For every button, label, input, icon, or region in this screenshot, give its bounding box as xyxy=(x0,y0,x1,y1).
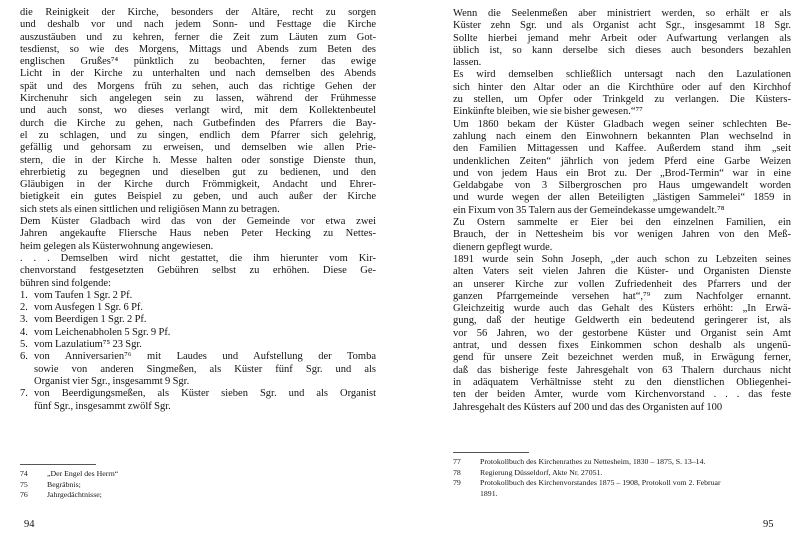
text-line: Küster zehn Sgr. und als Organist acht Sgr., insgesammt 18 Sgr. xyxy=(453,20,791,32)
list-item-number: 5. xyxy=(20,339,28,351)
list-item xyxy=(20,314,376,326)
list-item xyxy=(20,376,376,388)
text-line: und deshalb vor und nach jedem Sonn- und Festtage die Kirche xyxy=(20,19,376,31)
text-line: 1891 wurde sein Sohn Joseph, „der auch schon zu Lebzeiten seines xyxy=(453,253,791,265)
text-line: Zu Ostern sammelte er Eier bei den einzelnen Familien, ein xyxy=(453,217,791,229)
text-line: spät und des Morgens früh zu sehen, auch das richtige Gehen der xyxy=(20,80,376,92)
text-line: auszustäuben und zu kehren, ferner die Zeit zum Läuten zum Got- xyxy=(20,31,376,43)
text-line: Einkünfte bleiben, wie sie bisher gewesen.“⁷⁷ xyxy=(453,106,643,118)
text-line: lassen. xyxy=(453,57,482,69)
text-line: an unserer Kirche zur vollen Zufriedenheit des Pfarrers und der xyxy=(453,278,791,290)
text-line: den Familien Mittagessen und Kaffee. Außerdem stand ihm „seit xyxy=(453,143,791,155)
list-item-number xyxy=(20,401,34,413)
list-item-text: sowie von anderen Singmeßen, als Küster fünf Sgr. und als xyxy=(34,363,376,375)
fee-list xyxy=(20,290,376,413)
list-item xyxy=(20,351,376,363)
list-item-text: von Beerdigungsmeßen, als Küster sieben Sgr. und als Organist xyxy=(34,388,376,400)
list-item-text: vom Leichenabholen 5 Sgr. 9 Pf. xyxy=(34,326,171,338)
list-item-text: von Anniversarien⁷⁶ mit Laudes und Aufstellung der Tomba xyxy=(34,351,376,363)
page-number-right: 95 xyxy=(763,519,774,530)
list-item-number: 4. xyxy=(20,326,28,338)
text-line: daß das bisherige feste Jahresgehalt von 63 Thalern durchaus nicht xyxy=(453,364,791,376)
text-line: Es wird demselben schließlich untersagt nach den Lazulationen xyxy=(453,69,791,81)
text-line: gung, daß der heutige Geldwerth ein bedeutend geringerer ist, als xyxy=(453,315,791,327)
text-line: Wenn die Seelenmeßen aber ministriert werden, so erhält er als xyxy=(453,8,791,19)
list-item xyxy=(20,388,376,400)
text-line: sich hinter den Altar oder an die Kirchthüre oder auf den Kirchhof xyxy=(453,81,791,93)
list-item xyxy=(20,302,376,314)
footnote-text: Protokollbuch des Kirchenvorstandes 1875 – 1908, Protokoll vom 2. Februar xyxy=(480,478,721,488)
list-item xyxy=(20,290,376,302)
footnote-number: 74 xyxy=(20,469,28,478)
text-line: dienern gepflegt wurde. xyxy=(453,241,553,253)
list-item-text: vom Beerdigen 1 Sgr. 2 Pf. xyxy=(34,314,147,326)
page-number-left: 94 xyxy=(24,519,35,530)
text-line: und wurde wegen der allen Beteiligten „lästigen Sammelei“ 1859 in xyxy=(453,192,791,204)
footnote-separator xyxy=(453,452,529,453)
footnote-number: 76 xyxy=(20,490,28,500)
text-line: bühren sind folgende: xyxy=(20,277,111,289)
footnote-number: 78 xyxy=(453,467,461,477)
footnote-text: Begräbnis; xyxy=(47,479,81,489)
footnote-text: Protokollbuch des Kirchenrathes zu Nettesheim, 1830 – 1875, S. 13–14. xyxy=(480,457,706,466)
list-item xyxy=(20,327,376,339)
list-item-text: vom Taufen 1 Sgr. 2 Pf. xyxy=(34,289,133,301)
footnote-text: „Der Engel des Herrn“ xyxy=(47,469,119,478)
left-page-footnotes xyxy=(20,464,376,501)
text-line: ehrerbietig zu begegnen und dieselben gut zu bedienen, und den xyxy=(20,166,376,178)
text-line: durch die Kirche zu gehen, nach Gutbefinden des Pfarrers die Bay- xyxy=(20,117,376,129)
right-page xyxy=(400,0,799,541)
list-item-text: vom Lazulatium⁷⁵ 23 Sgr. xyxy=(34,339,142,351)
text-line: sich stets als einen sittlichen und religiösen Mann zu betragen. xyxy=(20,203,280,215)
footnote xyxy=(20,480,376,491)
text-line: in adäquatem Verhältnisse steht zu den dienstlichen Obliegenhei- xyxy=(453,376,791,388)
list-item-text: vom Ausfegen 1 Sgr. 6 Pf. xyxy=(34,302,144,314)
text-line: Um 1860 bekam der Küster Gladbach wegen seiner schlechten Be- xyxy=(453,118,791,130)
text-line: Brauch, der in Nettesheim bis vor wenigen Jahren von den Meß- xyxy=(453,229,791,241)
list-item-number: 1. xyxy=(20,289,28,301)
text-line: chenvorstand festgesetzten Gebühren selbst zu erhöhen. Diese Ge- xyxy=(20,265,376,277)
text-line: . . . Demselben wird nicht gestattet, die ihm hierunter vom Kir- xyxy=(20,252,376,264)
text-line: stern, die in der Kirche h. Messe halten oder sonstige Dienste thun, xyxy=(20,154,376,166)
text-line: heim gelegen als Küsterwohnung angewiesen. xyxy=(20,240,214,252)
text-line: ten der beiden Ämter, wurde vom Kirchenvorstand . . . das feste xyxy=(453,389,791,401)
list-item-number: 3. xyxy=(20,314,28,326)
list-item-number: 2. xyxy=(20,302,28,314)
text-line: zu stellen, um Opfer oder Trinkgeld zu verlangen. Die Küsters- xyxy=(453,94,791,106)
list-item-number xyxy=(20,364,34,376)
footnote xyxy=(453,478,791,489)
text-line: Gläubigen in der Kirche durch Frömmigkeit, Andacht und Ehrer- xyxy=(20,179,376,191)
text-line: und von jedem Haus ein Brot zu. Der „Brod-Termin“ war in eine xyxy=(453,167,791,179)
text-line: el zu schlagen, und zu singen, endlich dem Pfarrer sich gelehrig, xyxy=(20,129,376,141)
footnote-text: Jahrgedächtnisse; xyxy=(47,490,102,500)
text-line: alten Vaters seit vielen Jahren die Küster- und Organisten Dienste xyxy=(453,266,791,278)
text-line: und auch sonst, wo dieses verlangt wird, mit dem Kollektenbeutel xyxy=(20,105,376,117)
text-line: gefällig und gehorsam zu erweisen, und demselben wie allen Prie- xyxy=(20,142,376,154)
footnote xyxy=(453,489,791,500)
text-line: englischen Grußes⁷⁴ pünktlich zu beobachten, ferner das ewige xyxy=(20,56,376,68)
list-item xyxy=(20,339,376,351)
text-line: ein Fixum von 35 Talern aus der Gemeindekasse umgewandelt.⁷⁸ xyxy=(453,204,725,216)
text-line: die Reinigkeit der Kirche, besonders der Altäre, recht zu sorgen xyxy=(20,7,376,18)
text-line: Geldabgabe von 3 Silbergroschen pro Haus umgewandelt worden xyxy=(453,180,791,192)
list-item xyxy=(20,401,376,413)
text-line: üblich ist, so kann derselbe sich dieses auch besonders bezahlen xyxy=(453,44,791,56)
text-line: gend für unsere Zeit bezeichnet werden muß, in Erwägung ferner, xyxy=(453,352,791,364)
text-line: Kirchenuhr sich angelegen sein zu lassen, während der Frühmesse xyxy=(20,93,376,105)
text-line: Jahren angekaufte Fliersche Haus neben Peter Hecking zu Nettes- xyxy=(20,228,376,240)
footnote-number: 79 xyxy=(453,478,461,488)
footnote-text: 1891. xyxy=(480,488,498,498)
left-page-body-text xyxy=(20,7,376,413)
footnote-text: Regierung Düsseldorf, Akte Nr. 27051. xyxy=(480,467,603,477)
text-line: Gleichzeitig wurde auch das Gehalt des Küsters erhöht: „In Erwä- xyxy=(453,303,791,315)
list-item-number: 6. xyxy=(20,351,28,363)
footnote xyxy=(453,457,791,468)
right-page-body-text xyxy=(453,8,791,414)
text-line: Sollte hierbei jemand mehr Arbeit oder Aufwartung verlangen als xyxy=(453,32,791,44)
text-line: ganzen Pfarrgemeinde versehen hat“,⁷⁹ zum Nachfolger ernannt. xyxy=(453,290,791,302)
text-line: tesdienst, so wie des Morgens, Mittags und Abends zum Beten des xyxy=(20,43,376,55)
text-line: bietigkeit ein gutes Beispiel zu geben, und auch außer der Kirche xyxy=(20,191,376,203)
footnote xyxy=(453,468,791,479)
list-item-text: Organist vier Sgr., insgesammt 9 Sgr. xyxy=(34,375,190,387)
footnote xyxy=(20,490,376,501)
text-line: undenklichen Zeiten“ jährlich von jedem Pferd eine Garbe Weizen xyxy=(453,155,791,167)
list-item-text: fünf Sgr., insgesammt zwölf Sgr. xyxy=(34,400,171,412)
text-line: antrat, und dessen fixes Einkommen schon deshalb als ungenü- xyxy=(453,340,791,352)
list-item-number xyxy=(20,376,34,388)
footnote xyxy=(20,469,376,480)
footnote-number: 75 xyxy=(20,479,28,489)
text-line: zahlung nach einem den Einwohnern bekannten Plan wechselnd in xyxy=(453,130,791,142)
footnote-separator xyxy=(20,464,96,465)
right-page-footnotes xyxy=(453,452,791,499)
text-line: Jahresgehalt des Küsters auf 200 und das des Organisten auf 100 xyxy=(453,401,723,413)
list-item-number: 7. xyxy=(20,388,28,400)
list-item xyxy=(20,364,376,376)
text-line: Licht in der Kirche zu unterhalten und nach demselben des Abends xyxy=(20,68,376,80)
text-line: vor 56 Jahren, wo der gestorbene Küster und Organist sein Amt xyxy=(453,327,791,339)
footnote-number: 77 xyxy=(453,457,461,466)
text-line: Dem Küster Gladbach wird das von der Gemeinde vor etwa zwei xyxy=(20,216,376,228)
